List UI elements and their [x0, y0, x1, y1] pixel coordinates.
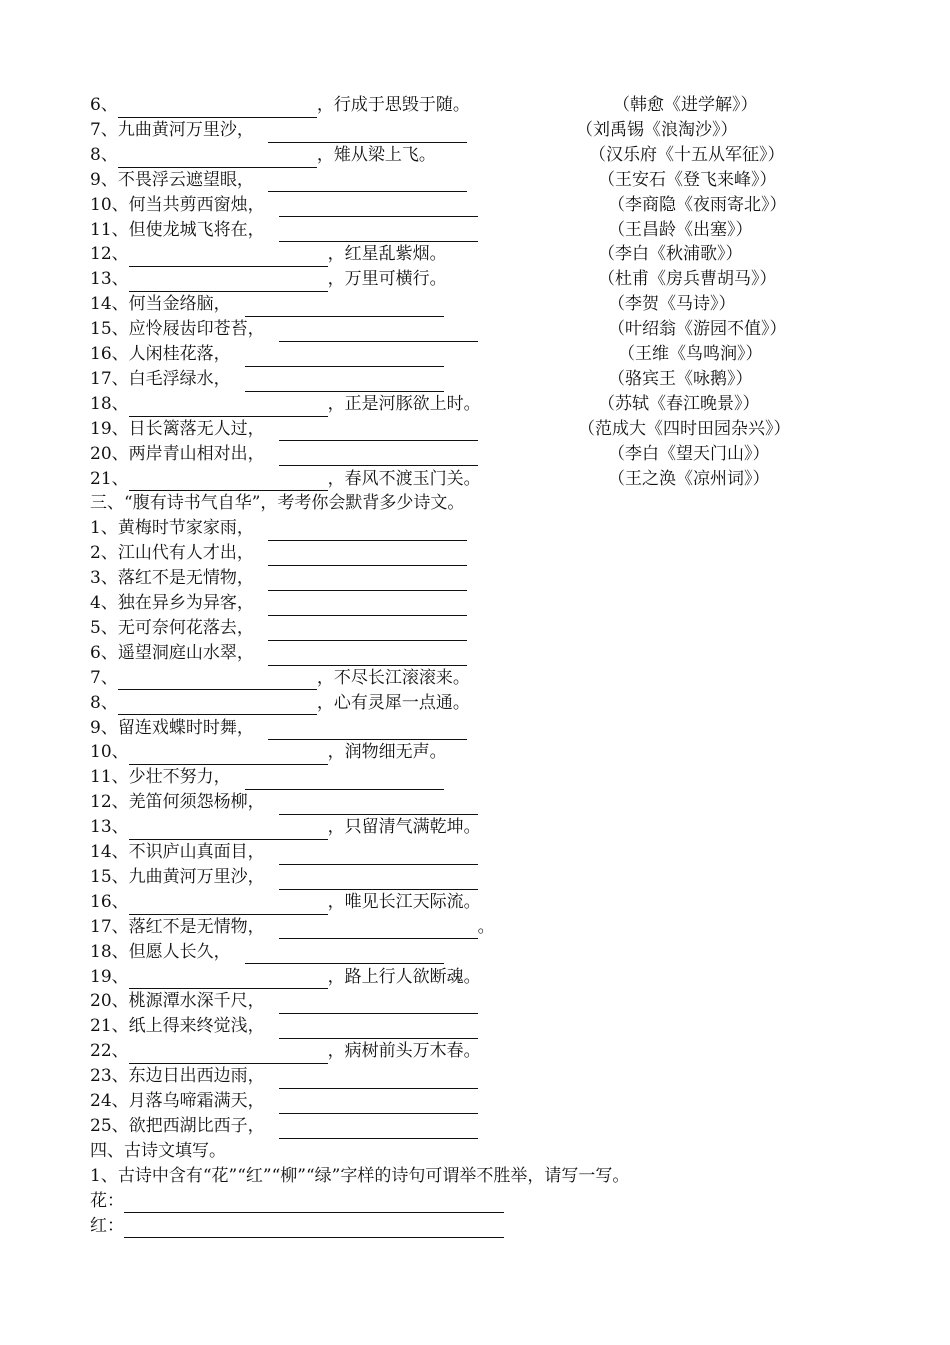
recite-question	[90, 641, 467, 666]
question-number: 23、	[90, 1066, 129, 1087]
answer-blank[interactable]	[268, 123, 467, 143]
recite-question	[90, 940, 444, 965]
answer-blank[interactable]	[268, 621, 467, 641]
recite-question	[90, 790, 478, 815]
given-line: 不识庐山真面目，	[128, 842, 265, 862]
poem-question	[90, 193, 478, 218]
given-line: 九曲黄河万里沙，	[117, 119, 254, 140]
poem-question	[90, 242, 447, 267]
question-number: 16、	[90, 891, 129, 912]
question-number: 14、	[90, 842, 129, 862]
question-number: 16、	[90, 344, 129, 364]
poem-source: （杜甫《房兵曹胡马》）	[598, 269, 777, 290]
answer-blank[interactable]	[245, 372, 444, 392]
poem-question	[90, 143, 436, 168]
question-number: 12、	[90, 792, 129, 813]
recite-question	[90, 591, 467, 616]
question-number: 22、	[90, 1041, 129, 1062]
given-line: ，只留清气满乾坤。	[327, 817, 481, 838]
poem-question	[90, 317, 478, 342]
recite-question	[90, 840, 478, 865]
answer-blank[interactable]	[279, 197, 478, 217]
poem-question	[90, 367, 444, 392]
recite-question	[90, 989, 478, 1014]
recite-question	[90, 1089, 478, 1114]
answer-label: 红：	[90, 1215, 124, 1236]
section-4-question: 1、古诗中含有“花”“红”“柳”“绿”字样的诗句可谓举不胜举，请写一写。	[90, 1165, 630, 1186]
question-number: 19、	[90, 966, 129, 987]
poem-source: （王安石《登飞来峰》）	[598, 169, 777, 190]
recite-question	[90, 1064, 478, 1089]
question-number: 17、	[90, 916, 129, 937]
poem-question	[90, 442, 478, 467]
long-answer-blank[interactable]	[124, 1193, 504, 1213]
poem-source: （李贺《马诗》）	[608, 294, 736, 315]
poem-source: （骆宾王《咏鹅》）	[608, 368, 753, 389]
answer-blank[interactable]	[268, 172, 467, 192]
question-number: 10、	[90, 194, 129, 215]
answer-blank[interactable]	[129, 272, 328, 292]
answer-blank[interactable]	[268, 571, 467, 591]
given-line: ，行成于思毁于随。	[316, 95, 470, 115]
question-number: 15、	[90, 319, 129, 340]
answer-blank[interactable]	[268, 596, 467, 616]
question-number: 6、	[90, 95, 118, 115]
answer-blank[interactable]	[279, 322, 478, 342]
given-line: ，红星乱紫烟。	[327, 244, 447, 265]
question-number: 9、	[90, 717, 118, 738]
answer-blank[interactable]	[129, 247, 328, 267]
question-number: 6、	[90, 642, 118, 663]
poem-question	[90, 392, 481, 417]
given-line: 无可奈何花落去，	[117, 617, 254, 638]
given-line: 江山代有人才出，	[117, 543, 254, 564]
question-number: 15、	[90, 866, 129, 887]
given-line: 月落乌啼霜满天，	[128, 1091, 265, 1111]
question-number: 18、	[90, 941, 129, 962]
poem-source: （韩愈《进学解》）	[613, 95, 758, 115]
answer-blank[interactable]	[129, 745, 328, 765]
question-number: 19、	[90, 418, 129, 439]
answer-blank[interactable]	[129, 820, 328, 840]
section-4-heading: 四、古诗文填写。	[90, 1140, 226, 1161]
answer-blank[interactable]	[245, 770, 444, 790]
answer-blank[interactable]	[268, 646, 467, 666]
poem-source: （李白《望天门山》）	[608, 443, 770, 464]
question-number: 20、	[90, 991, 129, 1012]
given-line: ，春风不渡玉门关。	[327, 468, 481, 489]
given-line: 遥望洞庭山水翠，	[117, 642, 254, 663]
given-line: 应怜屐齿印苍苔，	[128, 319, 265, 340]
given-line: 落红不是无情物，	[117, 568, 254, 589]
given-line: ，正是河豚欲上时。	[327, 393, 481, 414]
poem-question	[90, 467, 481, 492]
question-number: 7、	[90, 667, 118, 688]
answer-blank[interactable]	[279, 795, 478, 815]
answer-blank[interactable]	[129, 397, 328, 417]
given-line: 纸上得来终觉浅，	[128, 1016, 265, 1037]
question-number: 17、	[90, 368, 129, 389]
question-number: 8、	[90, 692, 118, 713]
answer-line	[90, 1189, 504, 1214]
long-answer-blank[interactable]	[124, 1218, 504, 1238]
question-number: 7、	[90, 119, 118, 140]
question-number: 11、	[90, 219, 129, 240]
recite-question	[90, 1039, 481, 1064]
recite-question	[90, 1114, 478, 1139]
answer-blank[interactable]	[279, 919, 478, 939]
poem-question	[90, 168, 467, 193]
recite-question	[90, 516, 467, 541]
answer-blank[interactable]	[118, 695, 317, 715]
answer-blank[interactable]	[279, 1119, 478, 1139]
answer-blank[interactable]	[118, 148, 317, 168]
recite-question	[90, 716, 467, 741]
section-3-heading: 三、“腹有诗书气自华”，考考你会默背多少诗文。	[90, 493, 465, 514]
answer-blank[interactable]	[279, 1019, 478, 1039]
recite-question	[90, 740, 447, 765]
poem-source: （王维《鸟鸣涧》）	[618, 344, 763, 364]
recite-question	[90, 691, 470, 716]
given-line: 东边日出西边雨，	[128, 1066, 265, 1087]
question-number: 18、	[90, 393, 129, 414]
answer-blank[interactable]	[118, 98, 317, 118]
answer-blank[interactable]	[268, 521, 467, 541]
poem-question	[90, 342, 444, 367]
given-line: 何当共剪西窗烛，	[128, 194, 265, 215]
answer-blank[interactable]	[245, 944, 444, 964]
recite-question	[90, 865, 478, 890]
recite-question	[90, 765, 444, 790]
question-number: 21、	[90, 1016, 129, 1037]
answer-blank[interactable]	[129, 1044, 328, 1064]
given-line: 羌笛何须怨杨柳，	[128, 792, 265, 813]
given-line: 少壮不努力，	[128, 767, 231, 788]
given-line: 但愿人长久，	[128, 941, 231, 962]
given-line: 独在异乡为异客，	[117, 593, 254, 613]
given-line: 不畏浮云遮望眼，	[117, 169, 254, 190]
question-number: 5、	[90, 617, 118, 638]
answer-blank[interactable]	[279, 870, 478, 890]
answer-blank[interactable]	[118, 670, 317, 690]
answer-blank[interactable]	[129, 471, 328, 491]
poem-source: （李商隐《夜雨寄北》）	[608, 194, 787, 215]
recite-question	[90, 965, 481, 990]
recite-question	[90, 890, 481, 915]
question-number: 9、	[90, 169, 118, 190]
question-number: 25、	[90, 1115, 129, 1136]
given-line: 何当金络脑，	[128, 294, 231, 315]
poem-source: （王之涣《凉州词》）	[608, 468, 770, 489]
question-text	[90, 1164, 629, 1189]
answer-blank[interactable]	[279, 1094, 478, 1114]
poem-question	[90, 118, 467, 143]
answer-label: 花：	[90, 1190, 124, 1211]
answer-blank[interactable]	[279, 1069, 478, 1089]
answer-blank[interactable]	[129, 969, 328, 989]
answer-blank[interactable]	[279, 421, 478, 441]
question-number: 13、	[90, 817, 129, 838]
question-number: 3、	[90, 568, 118, 589]
poem-source: （范成大《四时田园杂兴》）	[578, 418, 791, 439]
poem-question	[90, 292, 444, 317]
given-line: ，心有灵犀一点通。	[316, 692, 470, 713]
given-line: 人闲桂花落，	[128, 344, 231, 364]
given-line: ，路上行人欲断魂。	[327, 966, 481, 987]
question-number: 12、	[90, 244, 129, 265]
poem-question	[90, 218, 478, 243]
given-line: 落红不是无情物，	[128, 916, 265, 937]
given-line: 欲把西湖比西子，	[128, 1115, 265, 1136]
answer-blank[interactable]	[279, 845, 478, 865]
question-number: 13、	[90, 269, 129, 290]
answer-blank[interactable]	[268, 546, 467, 566]
poem-source: （叶绍翁《游园不值》）	[608, 319, 787, 340]
question-number: 11、	[90, 767, 129, 788]
given-line: 但使龙城飞将在，	[128, 219, 265, 240]
given-line: ，万里可横行。	[327, 269, 447, 290]
answer-blank[interactable]	[279, 222, 478, 242]
poem-source: （苏轼《春江晚景》）	[598, 393, 760, 414]
given-line: ，不尽长江滚滚来。	[316, 667, 470, 688]
poem-question	[90, 267, 447, 292]
question-number: 10、	[90, 742, 129, 763]
answer-blank[interactable]	[279, 446, 478, 466]
given-line: 日长篱落无人过，	[128, 418, 265, 439]
poem-question	[90, 93, 470, 118]
given-line: 留连戏蝶时时舞，	[117, 717, 254, 738]
question-number: 1、	[90, 518, 118, 539]
answer-blank[interactable]	[279, 994, 478, 1014]
poem-question	[90, 417, 478, 442]
question-number: 24、	[90, 1091, 129, 1111]
given-line: ，病树前头万木春。	[327, 1041, 481, 1062]
given-line: ，雉从梁上飞。	[316, 144, 436, 165]
question-number: 14、	[90, 294, 129, 315]
recite-question	[90, 566, 467, 591]
recite-question	[90, 541, 467, 566]
given-line: 桃源潭水深千尺，	[128, 991, 265, 1012]
question-number: 4、	[90, 593, 118, 613]
question-number: 2、	[90, 543, 118, 564]
answer-blank[interactable]	[129, 895, 328, 915]
poem-source: （王昌龄《出塞》）	[608, 219, 753, 240]
answer-line	[90, 1214, 504, 1239]
section-heading	[90, 1139, 226, 1164]
given-line: 白毛浮绿水，	[128, 368, 231, 389]
recite-question	[90, 666, 470, 691]
given-line: 两岸青山相对出，	[128, 443, 265, 464]
section-heading	[90, 491, 464, 516]
poem-source: （汉乐府《十五从军征》）	[589, 144, 785, 165]
question-number: 8、	[90, 144, 118, 165]
given-line: ，唯见长江天际流。	[327, 891, 481, 912]
answer-blank[interactable]	[245, 347, 444, 367]
recite-question	[90, 1014, 478, 1039]
question-number: 21、	[90, 468, 129, 489]
recite-question	[90, 915, 495, 940]
answer-blank[interactable]	[245, 297, 444, 317]
recite-question	[90, 815, 481, 840]
trailing-mark: 。	[477, 916, 495, 937]
recite-question	[90, 616, 467, 641]
given-line: 九曲黄河万里沙，	[128, 866, 265, 887]
given-line: ，润物细无声。	[327, 742, 447, 763]
poem-source: （李白《秋浦歌》）	[598, 244, 743, 265]
given-line: 黄梅时节家家雨，	[117, 518, 254, 539]
answer-blank[interactable]	[268, 720, 467, 740]
question-number: 20、	[90, 443, 129, 464]
poem-source: （刘禹锡《浪淘沙》）	[576, 119, 738, 140]
